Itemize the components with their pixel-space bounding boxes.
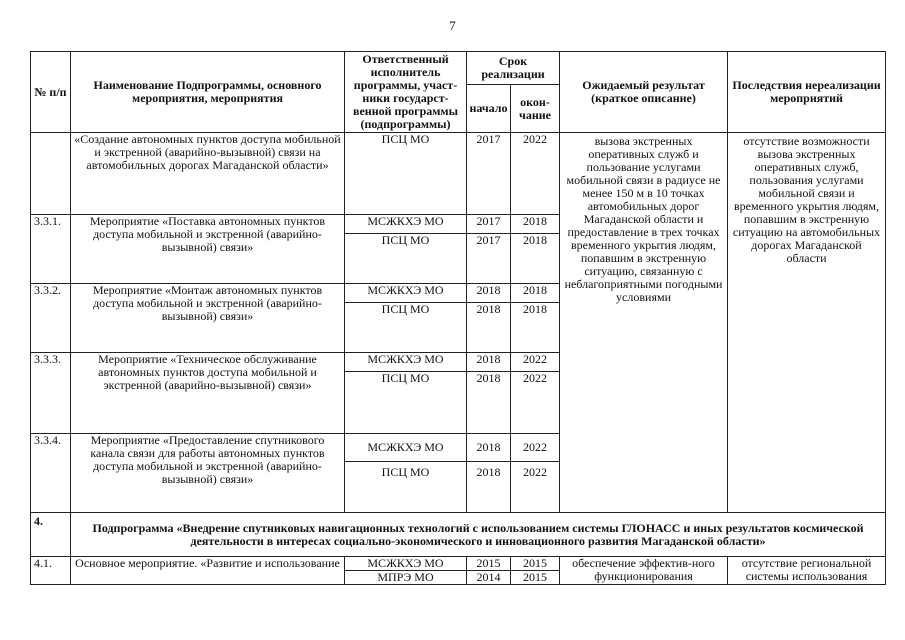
row-num: 3.3.2. [31,284,71,353]
row-end: 2015 [511,571,560,585]
row-responsible: ПСЦ МО [345,234,467,284]
row-start: 2018 [467,434,511,462]
row-responsible: ПСЦ МО [345,133,467,215]
row-responsible: ПСЦ МО [345,462,467,513]
row-start: 2018 [467,353,511,372]
row-name: «Создание автономных пунктов доступа мобильной и экстренной (аварийно-вызывной) связи на автомобильных дорогах Магаданской области» [71,133,345,215]
header-row-1 [31,52,886,85]
row-end: 2022 [511,434,560,462]
row-responsible: МСЖКХЭ МО [345,557,467,571]
row-num [31,133,71,215]
row-start: 2018 [467,303,511,353]
row-end: 2018 [511,215,560,234]
merged-consequence: отсутствие возможности вызова экстренных оперативных служб, пользования услугами мобильной связи и временного укрытия людям, попавшим в экстренную ситуацию на автомобильных дорогах Магаданской области [728,133,886,513]
row-name: Мероприятие «Поставка автономных пунктов доступа мобильной и экстренной (аварийно-вызывной) связи» [71,215,345,284]
table-row [31,557,886,571]
header-consequence: Последствия нереализации мероприятий [728,52,886,133]
row-start: 2017 [467,234,511,284]
row-responsible: МСЖКХЭ МО [345,353,467,372]
header-name: Наименование Подпрограммы, основного мероприятия, мероприятия [71,52,345,133]
row-responsible: ПСЦ МО [345,303,467,353]
table-row [31,133,886,215]
row-responsible: ПСЦ МО [345,372,467,434]
row-num: 3.3.1. [31,215,71,284]
page-number: 7 [449,18,456,33]
row-end: 2022 [511,353,560,372]
header-period: Срок реализации [467,52,560,85]
row-end: 2018 [511,234,560,284]
row-name: Основное мероприятие. «Развитие и использование [71,557,345,585]
row-num: 3.3.4. [31,434,71,513]
row-end: 2018 [511,303,560,353]
row-end: 2015 [511,557,560,571]
row-result: обеспечение эффектив-ного функционирования [560,557,728,585]
row-end: 2022 [511,133,560,215]
header-num: № п/п [31,52,71,133]
row-start: 2018 [467,372,511,434]
row-consequence: отсутствие региональной системы использования [728,557,886,585]
row-start: 2017 [467,215,511,234]
row-start: 2015 [467,557,511,571]
row-end: 2022 [511,462,560,513]
merged-result: вызова экстренных оперативных служб и пользование услугами мобильной связи в радиусе не менее 150 м в 10 точках автомобильных дорог Магаданской области и предоставление в трех точках временного укрытия людям, попавшим в экстренную ситуацию, связанную с неблагоприятными погодными условиями [560,133,728,513]
header-responsible: Ответственный исполнитель программы, участ-ники государст-венной программы (подпрограммы) [345,52,467,133]
row-responsible: МПРЭ МО [345,571,467,585]
row-name: Мероприятие «Техническое обслуживание автономных пунктов доступа мобильной и экстренной (аварийно-вызывной) связи» [71,353,345,434]
section-row [31,513,886,557]
program-table [30,51,886,585]
row-num: 4.1. [31,557,71,585]
row-start: 2018 [467,462,511,513]
row-responsible: МСЖКХЭ МО [345,434,467,462]
header-start: начало [467,85,511,133]
row-name: Мероприятие «Монтаж автономных пунктов доступа мобильной и экстренной (аварийно-вызывной) связи» [71,284,345,353]
section-title: Подпрограмма «Внедрение спутниковых навигационных технологий с использованием системы ГЛОНАСС и иных результатов космической деятельности в интересах социально-экономического и инновационного развития Магаданской области» [71,513,886,557]
row-start: 2017 [467,133,511,215]
row-num: 3.3.3. [31,353,71,434]
row-start: 2014 [467,571,511,585]
row-responsible: МСЖКХЭ МО [345,284,467,303]
row-name: Мероприятие «Предоставление спутникового канала связи для работы автономных пунктов доступа мобильной и экстренной (аварийно-вызывной) связи» [71,434,345,513]
header-result: Ожидаемый результат (краткое описание) [560,52,728,133]
header-end: окон-чание [511,85,560,133]
row-end: 2018 [511,284,560,303]
row-end: 2022 [511,372,560,434]
row-responsible: МСЖКХЭ МО [345,215,467,234]
section-num: 4. [31,513,71,557]
row-start: 2018 [467,284,511,303]
